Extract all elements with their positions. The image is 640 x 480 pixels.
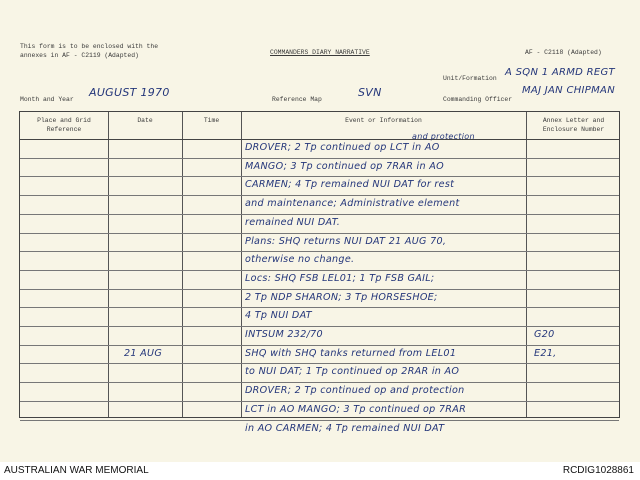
instruction-line-1: This form is to be enclosed with the: [20, 43, 159, 50]
officer-label: Commanding Officer: [443, 96, 513, 103]
col-event: Event or Information: [345, 117, 422, 124]
cell-event: otherwise no change.: [245, 254, 355, 266]
cell-event: Locs: SHQ FSB LEL01; 1 Tp FSB GAIL;: [245, 272, 435, 284]
form-number: AF - C2118 (Adapted): [525, 49, 602, 56]
map-value: SVN: [358, 86, 382, 99]
cell-event: CARMEN; 4 Tp remained NUI DAT for rest: [245, 179, 455, 191]
footer-archive: AUSTRALIAN WAR MEMORIAL: [4, 465, 149, 476]
col-date: Date: [137, 117, 153, 124]
cell-event: 4 Tp NUI DAT: [245, 310, 312, 322]
diary-table: [19, 111, 620, 434]
cell-annex: G20: [534, 329, 555, 340]
cell-event: SHQ with SHQ tanks returned from LEL01: [245, 347, 457, 359]
month-label: Month and Year: [20, 96, 74, 103]
month-value: AUGUST 1970: [89, 86, 170, 99]
cell-event: DROVER; 2 Tp continued op and protection: [245, 385, 465, 397]
instruction-line-2: annexes in AF - C2119 (Adapted): [20, 52, 139, 59]
footer: [0, 462, 640, 480]
cell-annex: E21,: [534, 347, 557, 359]
unit-label: Unit/Formation: [443, 75, 497, 82]
cell-event: to NUI DAT; 1 Tp continued op 2RAR in AO: [245, 366, 460, 378]
cell-event: remained NUI DAT.: [245, 216, 341, 228]
cell-event: DROVER; 2 Tp continued op LCT in AO: [245, 142, 440, 153]
cell-event: in AO CARMEN; 4 Tp remained NUI DAT: [245, 422, 445, 434]
unit-value: A SQN 1 ARMD REGT: [505, 67, 615, 78]
cell-date: 21 AUG: [124, 347, 163, 359]
cell-event: 2 Tp NDP SHARON; 3 Tp HORSESHOE;: [245, 291, 438, 303]
cell-event: INTSUM 232/70: [245, 329, 323, 340]
col-place: Place and Grid Reference: [37, 117, 91, 133]
cell-event: LCT in AO MANGO; 3 Tp continued op 7RAR: [245, 403, 467, 415]
col-annex: Annex Letter and Enclosure Number: [542, 117, 605, 133]
col-time: Time: [203, 117, 220, 124]
map-label: Reference Map: [272, 96, 322, 103]
handwritten-insertion: and protection: [412, 132, 475, 141]
form-title: COMMANDERS DIARY NARRATIVE: [270, 49, 370, 56]
officer-value: MAJ JAN CHIPMAN: [522, 85, 615, 96]
footer-record-id: RCDIG1028861: [562, 465, 634, 476]
cell-event: Plans: SHQ returns NUI DAT 21 AUG 70,: [245, 235, 447, 247]
cell-event: and maintenance; Administrative element: [245, 198, 460, 210]
cell-event: MANGO; 3 Tp continued op 7RAR in AO: [245, 160, 444, 172]
